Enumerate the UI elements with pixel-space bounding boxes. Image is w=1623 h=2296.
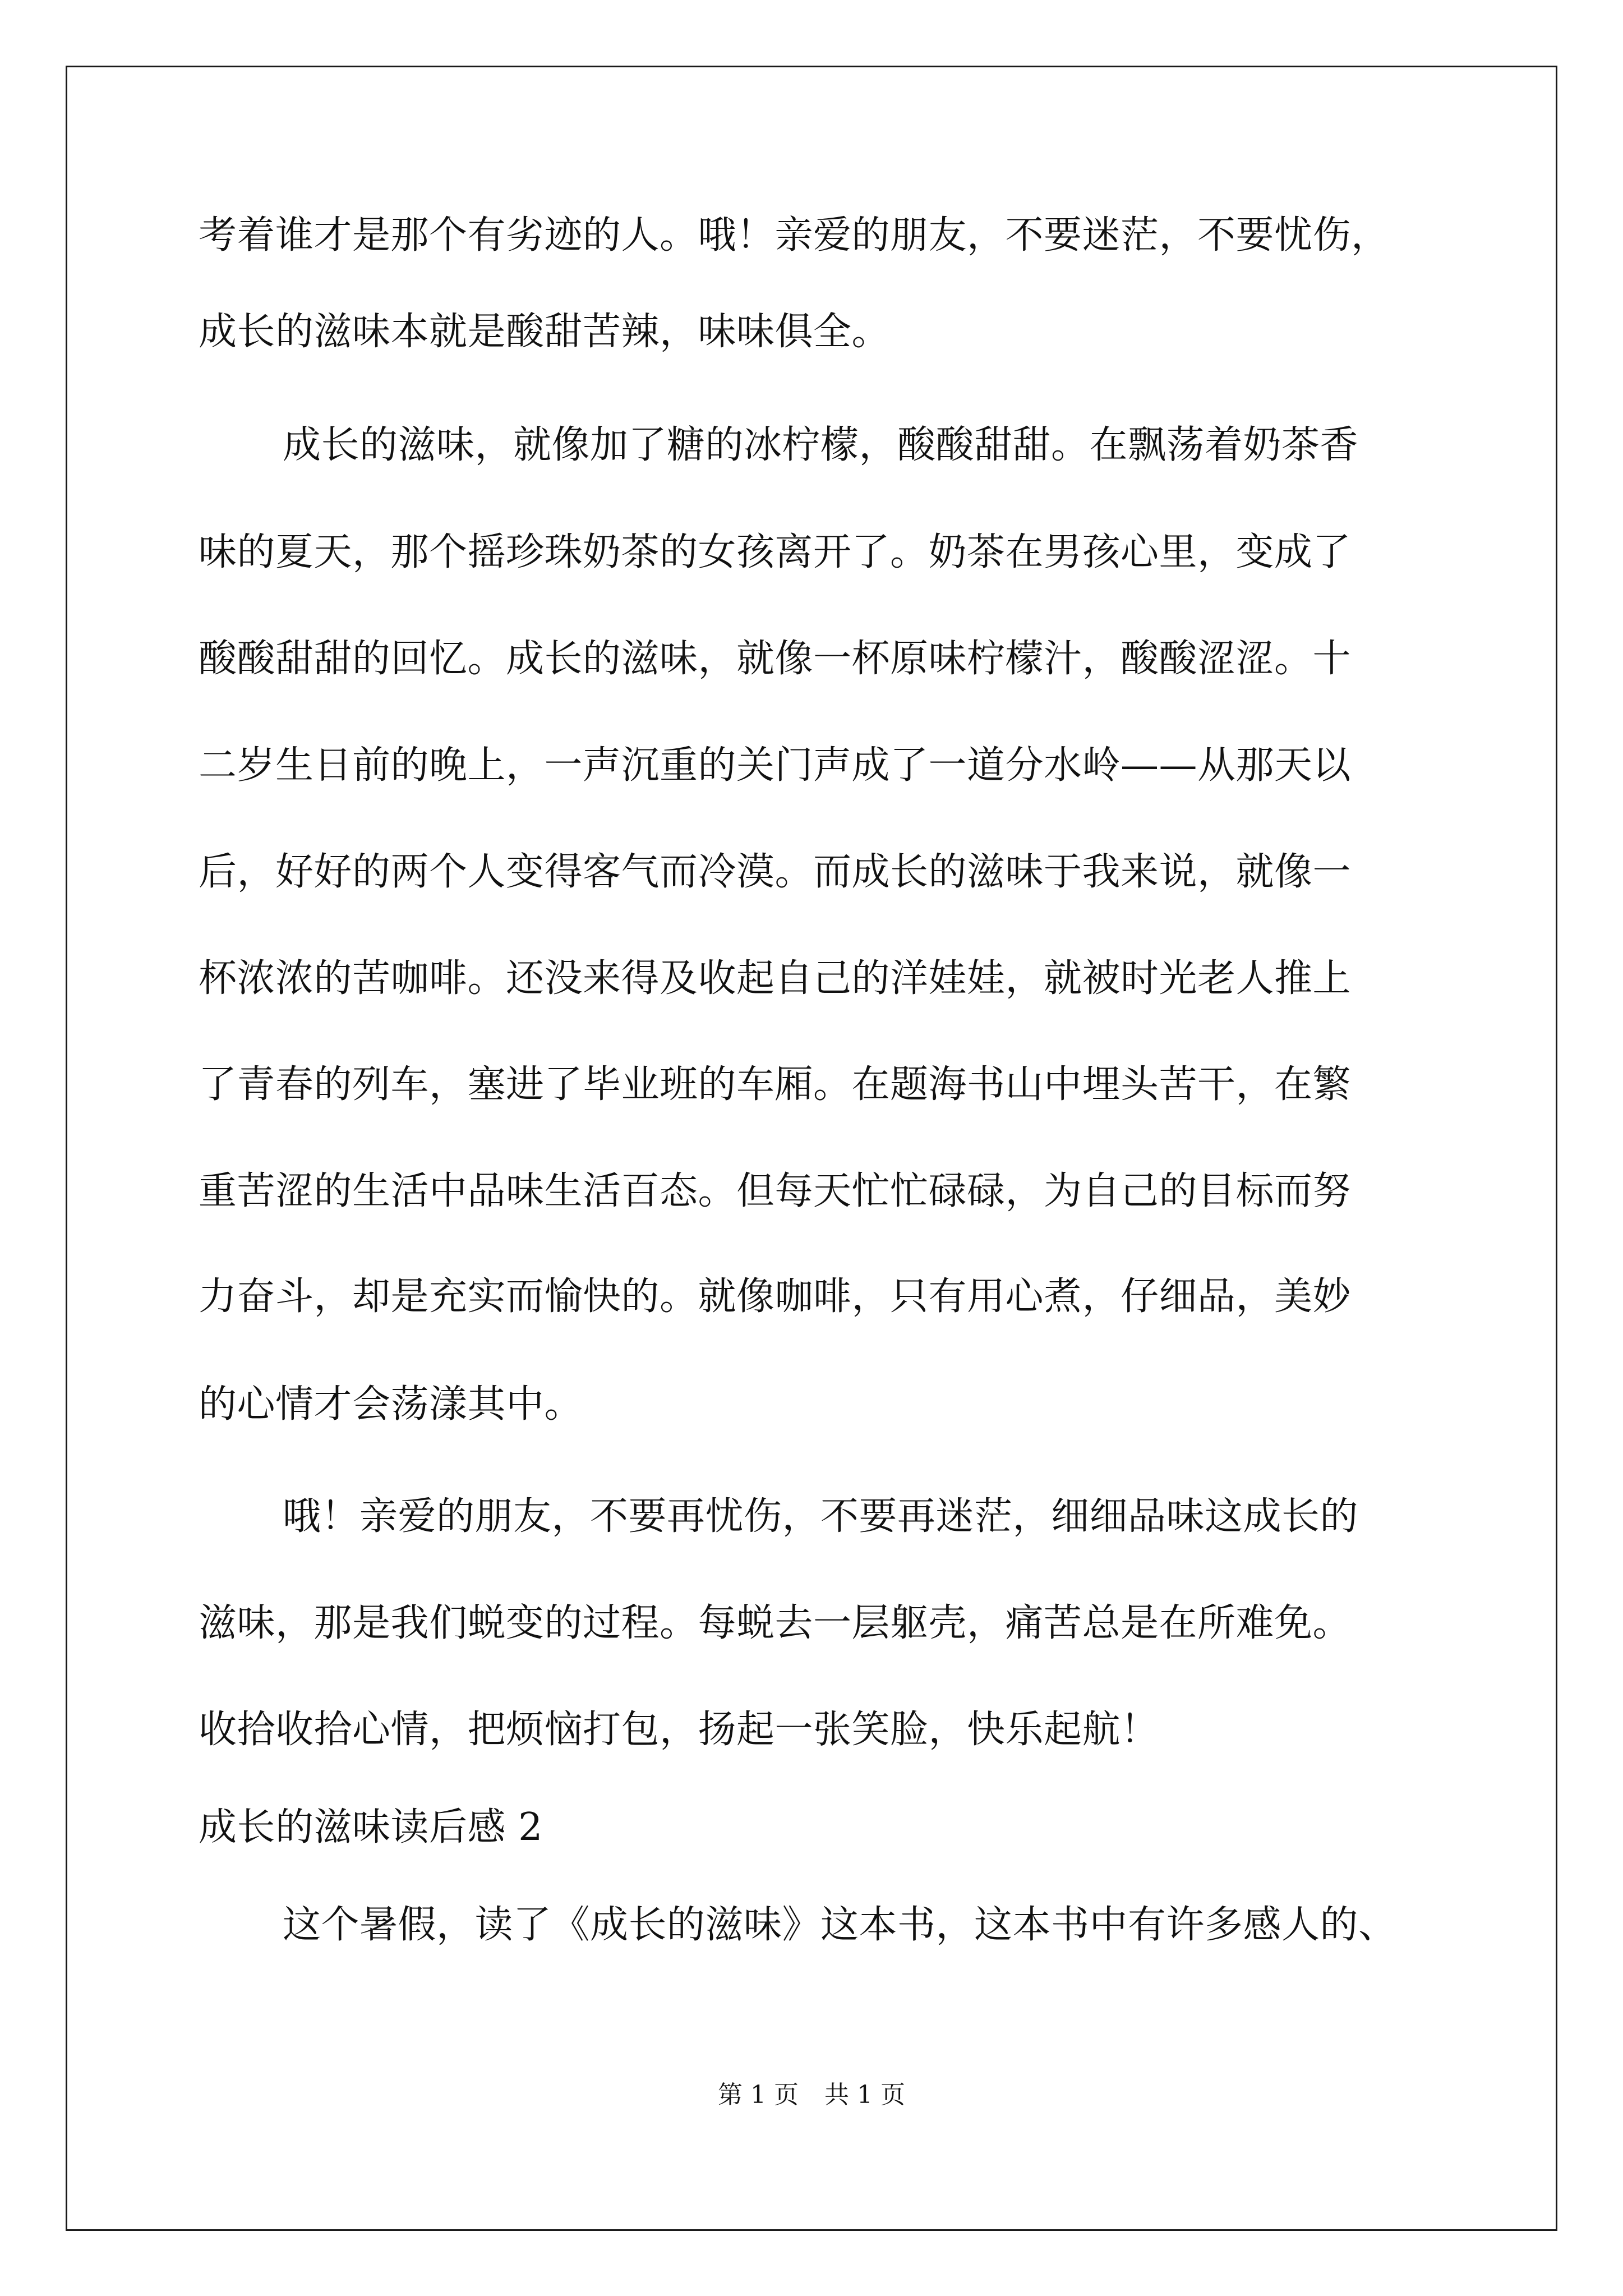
- text-line: 滋味，那是我们蜕变的过程。每蜕去一层躯壳，痛苦总是在所难免。: [199, 1601, 1352, 1645]
- text-line: 考着谁才是那个有劣迹的人。哦！亲爱的朋友，不要迷茫，不要忧伤，: [199, 213, 1390, 257]
- text-line: 杯浓浓的苦咖啡。还没来得及收起自己的洋娃娃，就被时光老人推上: [199, 956, 1352, 1001]
- text-line: 重苦涩的生活中品味生活百态。但每天忙忙碌碌，为自己的目标而努: [199, 1169, 1352, 1213]
- section-heading: 成长的滋味读后感 2: [199, 1805, 543, 1849]
- text-line: 后，好好的两个人变得客气而冷漠。而成长的滋味于我来说，就像一: [199, 850, 1352, 894]
- text-line: 收拾收拾心情，把烦恼打包，扬起一张笑脸，快乐起航！: [199, 1708, 1159, 1752]
- text-line: 味的夏天，那个摇珍珠奶茶的女孩离开了。奶茶在男孩心里，变成了: [199, 530, 1352, 574]
- text-line: 力奋斗，却是充实而愉快的。就像咖啡，只有用心煮，仔细品，美妙: [199, 1274, 1352, 1319]
- page-number: 第 1 页: [718, 2081, 799, 2109]
- text-line: 酸酸甜甜的回忆。成长的滋味，就像一杯原味柠檬汁，酸酸涩涩。十: [199, 637, 1352, 681]
- page-total: 共 1 页: [824, 2081, 905, 2109]
- page-footer: [0, 2078, 1623, 2112]
- paragraph-first-line: 这个暑假，读了《成长的滋味》这本书，这本书中有许多感人的、: [283, 1903, 1397, 1947]
- text-line: 二岁生日前的晚上，一声沉重的关门声成了一道分水岭——从那天以: [199, 743, 1352, 788]
- text-line: 成长的滋味本就是酸甜苦辣，味味俱全。: [199, 310, 891, 354]
- text-line: 了青春的列车，塞进了毕业班的车厢。在题海书山中埋头苦干，在繁: [199, 1062, 1352, 1107]
- paragraph-first-line: 哦！亲爱的朋友，不要再忧伤，不要再迷茫，细细品味这成长的: [283, 1494, 1359, 1539]
- paragraph-first-line: 成长的滋味，就像加了糖的冰柠檬，酸酸甜甜。在飘荡着奶茶香: [283, 423, 1359, 467]
- text-line: 的心情才会荡漾其中。: [199, 1382, 583, 1427]
